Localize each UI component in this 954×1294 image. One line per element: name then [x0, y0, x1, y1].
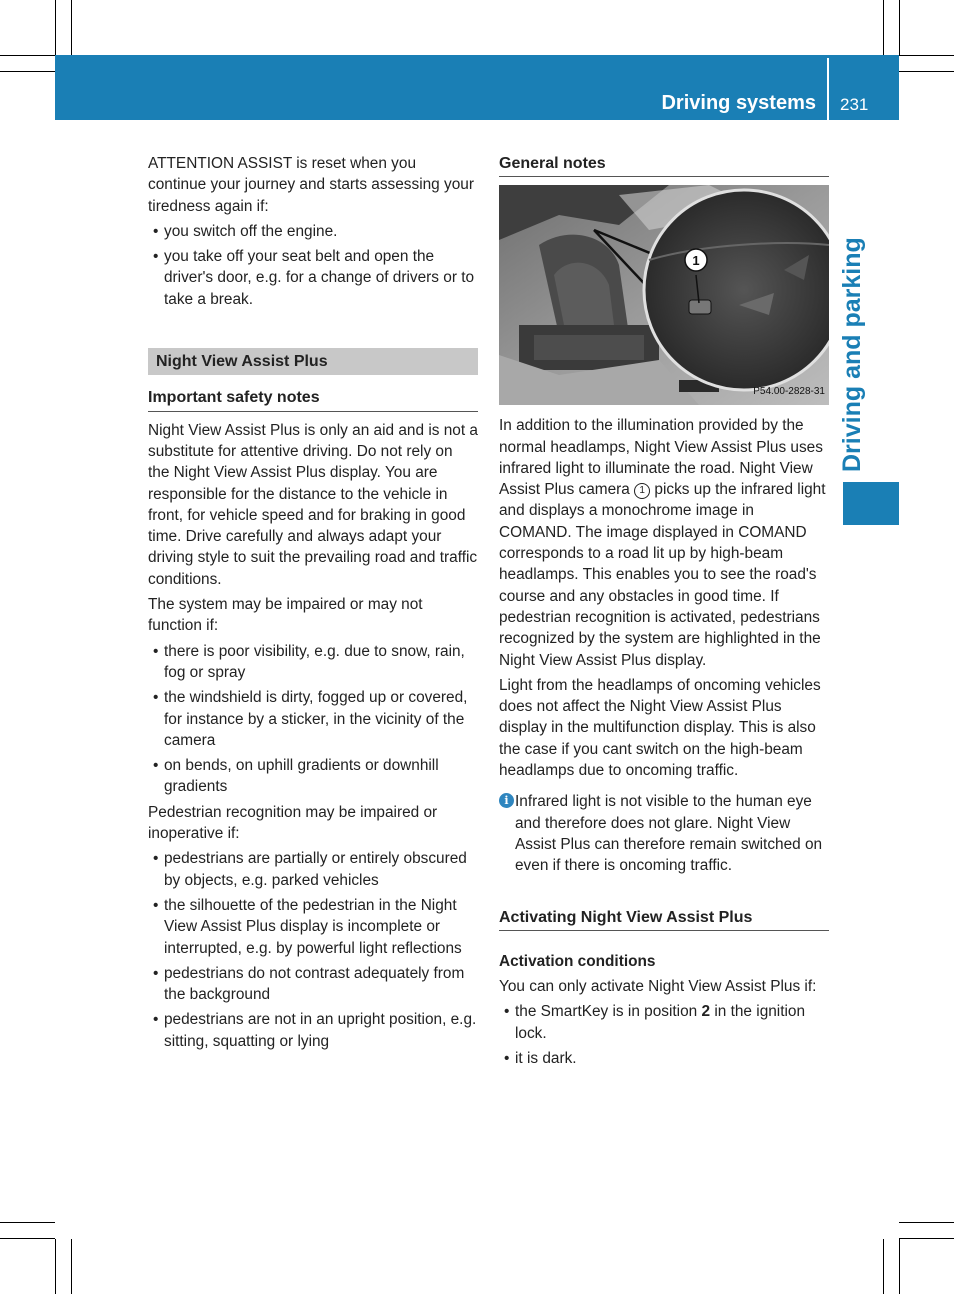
headlamp-note: Light from the headlamps of oncoming vehicles does not affect the Night View Assist Plus display in the multifunction display. This is also the case if you cant switch on the high-beam headlamps due to oncoming traffic. — [499, 676, 821, 780]
list-item: • the SmartKey is in position 2 in the ignition lock. — [499, 1001, 829, 1044]
crop-mark — [899, 1238, 954, 1239]
pedestrian-list — [148, 848, 478, 1052]
conditions-list — [499, 1001, 829, 1069]
safety-notes-heading: Important safety notes — [148, 387, 478, 411]
right-column — [499, 153, 829, 1073]
list-item: • on bends, on uphill gradients or downhill gradients — [148, 755, 478, 798]
safety-notes-text: Night View Assist Plus is only an aid and is not a substitute for attentive driving. Do not rely on the Night View Assist Plus display. You are responsible for the distance to the vehicle in front, for vehicle speed and for braking in good time. Drive carefully and always adapt your driving style to suit the prevailing road and traffic conditions. — [148, 421, 478, 588]
impaired-list — [148, 641, 478, 798]
general-notes-heading: General notes — [499, 153, 829, 177]
left-column — [148, 153, 478, 1056]
crop-mark — [0, 1222, 55, 1223]
list-item: • you switch off the engine. — [148, 221, 478, 242]
list-item: • it is dark. — [499, 1048, 829, 1069]
crop-mark — [55, 0, 56, 55]
conditions-intro: You can only activate Night View Assist Plus if: — [499, 978, 817, 996]
section-title: Night View Assist Plus — [148, 348, 478, 375]
car-interior-illustration — [499, 185, 829, 405]
list-item: • you take off your seat belt and open the driver's door, e.g. for a change of drivers or to take a break. — [148, 246, 478, 310]
list-item: • the silhouette of the pedestrian in the Night View Assist Plus display is incomplete or interrupted, e.g. by powerful light reflections — [148, 895, 478, 959]
activation-conditions-heading: Activation conditions — [499, 952, 656, 970]
crop-mark — [899, 71, 954, 72]
crop-mark — [899, 0, 900, 55]
figure-callout: 1 — [692, 253, 700, 269]
info-note — [499, 791, 829, 876]
camera-figure — [499, 185, 829, 405]
crop-mark — [899, 55, 954, 56]
callout-marker: 1 — [634, 483, 650, 499]
crop-mark — [0, 71, 55, 72]
reset-list — [148, 221, 478, 310]
crop-mark — [0, 1238, 55, 1239]
figure-code: P54.00-2828-31 — [753, 386, 825, 397]
header-divider — [827, 58, 829, 120]
info-note-text: Infrared light is not visible to the human eye and therefore does not glare. Night View Assist Plus can therefore remain switched on even if there is oncoming traffic. — [515, 793, 823, 875]
impaired-intro: The system may be impaired or may not function if: — [148, 596, 423, 635]
crop-mark — [55, 1239, 56, 1294]
chapter-title: Driving systems — [661, 92, 816, 114]
crop-mark — [71, 1239, 72, 1294]
crop-mark — [0, 55, 55, 56]
list-item: • pedestrians are not in an upright position, e.g. sitting, squatting or lying — [148, 1009, 478, 1052]
list-item: • the windshield is dirty, fogged up or covered, for instance by a sticker, in the vicinity of the camera — [148, 687, 478, 751]
side-tab — [838, 237, 878, 472]
attention-assist-intro: ATTENTION ASSIST is reset when you continue your journey and starts assessing your tiredness again if: — [148, 155, 474, 215]
crop-mark — [899, 1239, 900, 1294]
crop-mark — [883, 0, 884, 55]
pedestrian-intro: Pedestrian recognition may be impaired or inoperative if: — [148, 803, 438, 843]
list-item: • pedestrians are partially or entirely obscured by objects, e.g. parked vehicles — [148, 848, 478, 891]
side-tab-marker — [843, 482, 899, 525]
page-number: 231 — [840, 95, 869, 114]
crop-mark — [899, 1222, 954, 1223]
night-view-description: In addition to the illumination provided by the normal headlamps, Night View Assist Plus uses infrared light to illuminate the road. Night View Assist Plus camera 1 picks up the infrared light and displays a monochrome image in COMAND. The image displayed in COMAND corresponds to a road lit up by high-beam headlamps. This enables you to see the road's course and any obstacles in good time. If pedestrian recognition is activated, pedestrians recognized by the system are highlighted in the Night View Assist Plus display. — [499, 417, 826, 669]
crop-mark — [883, 1239, 884, 1294]
crop-mark — [71, 0, 72, 55]
info-icon: i — [499, 793, 514, 808]
list-item: • there is poor visibility, e.g. due to snow, rain, fog or spray — [148, 641, 478, 684]
list-item: • pedestrians do not contrast adequately from the background — [148, 963, 478, 1006]
activating-heading: Activating Night View Assist Plus — [499, 907, 829, 931]
side-tab-label: Driving and parking — [838, 237, 866, 472]
